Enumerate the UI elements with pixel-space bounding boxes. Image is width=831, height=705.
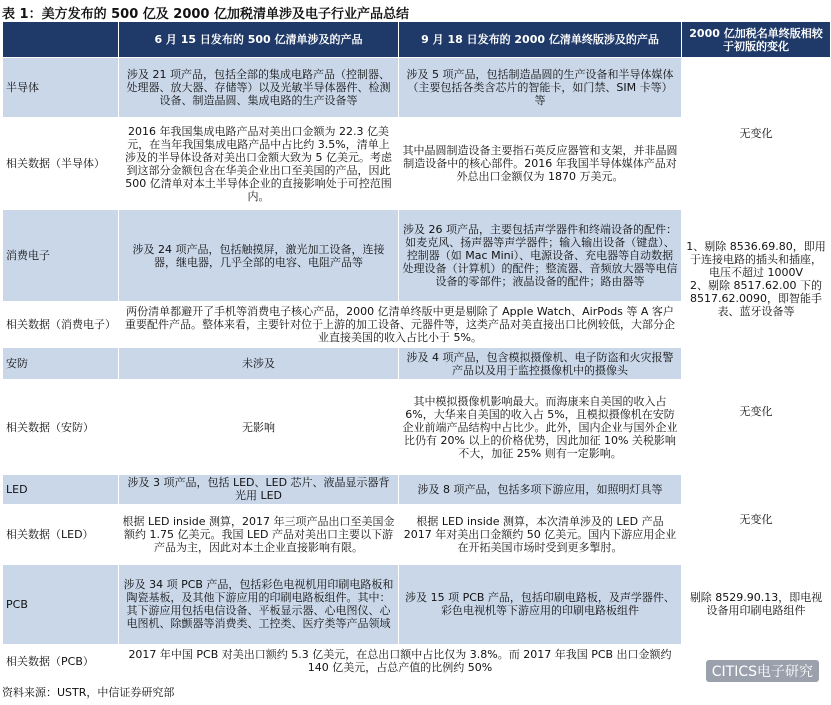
- cell-september: 其中晶圆制造设备主要指石英反应器管和支架，并非晶圆制造设备中的核心部件。2016 年我国半导体媒体产品对外总出口金额仅为 1870 万美元。: [399, 118, 682, 210]
- cell-change: 无变化: [682, 58, 831, 210]
- row-label: 相关数据（LED）: [3, 504, 119, 564]
- header-change: 2000 亿加税名单终版相较于初版的变化: [682, 22, 831, 58]
- cell-june: 涉及 21 项产品，包括全部的集成电路产品（控制器、处理器、放大器、存储等）以及光敏半导体器件、检测设备、制造晶圆、集成电路的生产设备等: [119, 58, 399, 118]
- row-label: LED: [3, 474, 119, 504]
- cell-change: 1、剔除 8536.69.80，即用于连接电路的插头和插座，电压不超过 1000V 2、剔除 8517.62.00 下的 8517.62.0090，即智能手表、蓝牙设备等: [682, 210, 831, 348]
- cell-merged: 两份清单都避开了手机等消费电子核心产品，2000 亿清单终版中更是剔除了 Apple Watch、AirPods 等 A 客户重要配件产品。整体来看，主要针对位于上游的加工设备、元器件等，这类产品对美直接出口比例较低，大部分企业直接美国的收入占比小于 5%。: [119, 302, 682, 348]
- row-label: 相关数据（消费电子）: [3, 302, 119, 348]
- cell-change: 无变化: [682, 474, 831, 564]
- cell-june: 涉及 24 项产品，包括触摸屏，激光加工设备，连接器，继电器，几乎全部的电容、电阻产品等: [119, 210, 399, 302]
- row-led: [3, 474, 831, 504]
- header-june: 6 月 15 日发布的 500 亿清单涉及的产品: [119, 22, 399, 58]
- header-september: 9 月 18 日发布的 2000 亿清单终版涉及的产品: [399, 22, 682, 58]
- header-corner: [3, 22, 119, 58]
- watermark: CITICS电子研究: [706, 660, 819, 682]
- cell-june: 2016 年我国集成电路产品对美出口金额为 22.3 亿美元，在当年我国集成电路产品中占比约 3.5%，清单上涉及的半导体设备对美出口金额大致为 5 亿美元。考虑到这部分金额包含在华美企业出口至美国的产品，因此 500 亿清单对本土半导体企业的直接影响处于可控范围内。: [119, 118, 399, 210]
- cell-june: 涉及 3 项产品，包括 LED、LED 芯片、液晶显示器背光用 LED: [119, 474, 399, 504]
- cell-change: 无变化: [682, 348, 831, 474]
- cell-june: 根据 LED inside 测算，2017 年三项产品出口至美国金额约 1.75 亿美元。我国 LED 产品对美出口主要以下游产品为主，因此对本土企业直接影响有限。: [119, 504, 399, 564]
- source-note: 资料来源：USTR，中信证券研究部: [2, 686, 175, 699]
- row-semiconductor: [3, 58, 831, 118]
- row-label: 相关数据（半导体）: [3, 118, 119, 210]
- cell-september: 涉及 5 项产品，包括制造晶圆的生产设备和半导体媒体（主要包括各类含芯片的智能卡，如门禁、SIM 卡等）等: [399, 58, 682, 118]
- cell-june: 涉及 34 项 PCB 产品，包括彩色电视机用印刷电路板和陶瓷基板，及其他下游应用的印刷电路板组件。其中：其下游应用包括电信设备、平板显示器、心电图仪、心电图机、除颤器等消费类、工控类、医疗类等产品领域: [119, 564, 399, 644]
- cell-september: 涉及 26 项产品，主要包括声学器件和终端设备的配件：如麦克风、扬声器等声学器件；输入输出设备（键盘）、控制器（如 Mac Mini）、电源设备、充电器等自动数据处理设备（计算机）的配件；整流器、音频放大器等电信设备的零部件；液晶设备的配件；路由器等: [399, 210, 682, 302]
- cell-merged: 2017 年中国 PCB 对美出口额约 5.3 亿美元，在总出口额中占比仅为 3.8%。而 2017 年我国 PCB 出口金额约 140 亿美元，占总产值的比例约 50%: [119, 644, 682, 678]
- cell-september: 涉及 4 项产品，包含模拟摄像机、电子防盗和火灾报警产品以及用于监控摄像机中的摄像头: [399, 348, 682, 380]
- header-row: [3, 22, 831, 58]
- tariff-summary-table: [2, 21, 831, 679]
- row-security: [3, 348, 831, 380]
- row-label: 消费电子: [3, 210, 119, 302]
- row-pcb: [3, 564, 831, 644]
- table-title: 表 1：美方发布的 500 亿及 2000 亿加税清单涉及电子行业产品总结: [2, 7, 409, 22]
- cell-change: 剔除 8529.90.13，即电视设备用印刷电路组件: [682, 564, 831, 644]
- row-label: 相关数据（PCB）: [3, 644, 119, 678]
- cell-september: 其中模拟摄像机影响最大。而海康来自美国的收入占 6%，大华来自美国的收入占 5%，且模拟摄像机在安防企业前端产品结构中占比少。此外，国内企业与国外企业比仍有 20% 以上的价格优势，因此加征 10% 关税影响不大，加征 25% 则有一定影响。: [399, 380, 682, 474]
- cell-june: 未涉及: [119, 348, 399, 380]
- cell-june: 无影响: [119, 380, 399, 474]
- cell-september: 涉及 15 项 PCB 产品，包括印刷电路板，及声学器件、彩色电视机等下游应用的印刷电路板组件: [399, 564, 682, 644]
- row-label: 半导体: [3, 58, 119, 118]
- row-label: PCB: [3, 564, 119, 644]
- row-label: 安防: [3, 348, 119, 380]
- row-consumer: [3, 210, 831, 302]
- cell-september: 根据 LED inside 测算，本次清单涉及的 LED 产品 2017 年对美出口金额约 50 亿美元。国内下游应用企业在开拓美国市场时受到更多掣肘。: [399, 504, 682, 564]
- row-label: 相关数据（安防）: [3, 380, 119, 474]
- cell-september: 涉及 8 项产品，包括多项下游应用，如照明灯具等: [399, 474, 682, 504]
